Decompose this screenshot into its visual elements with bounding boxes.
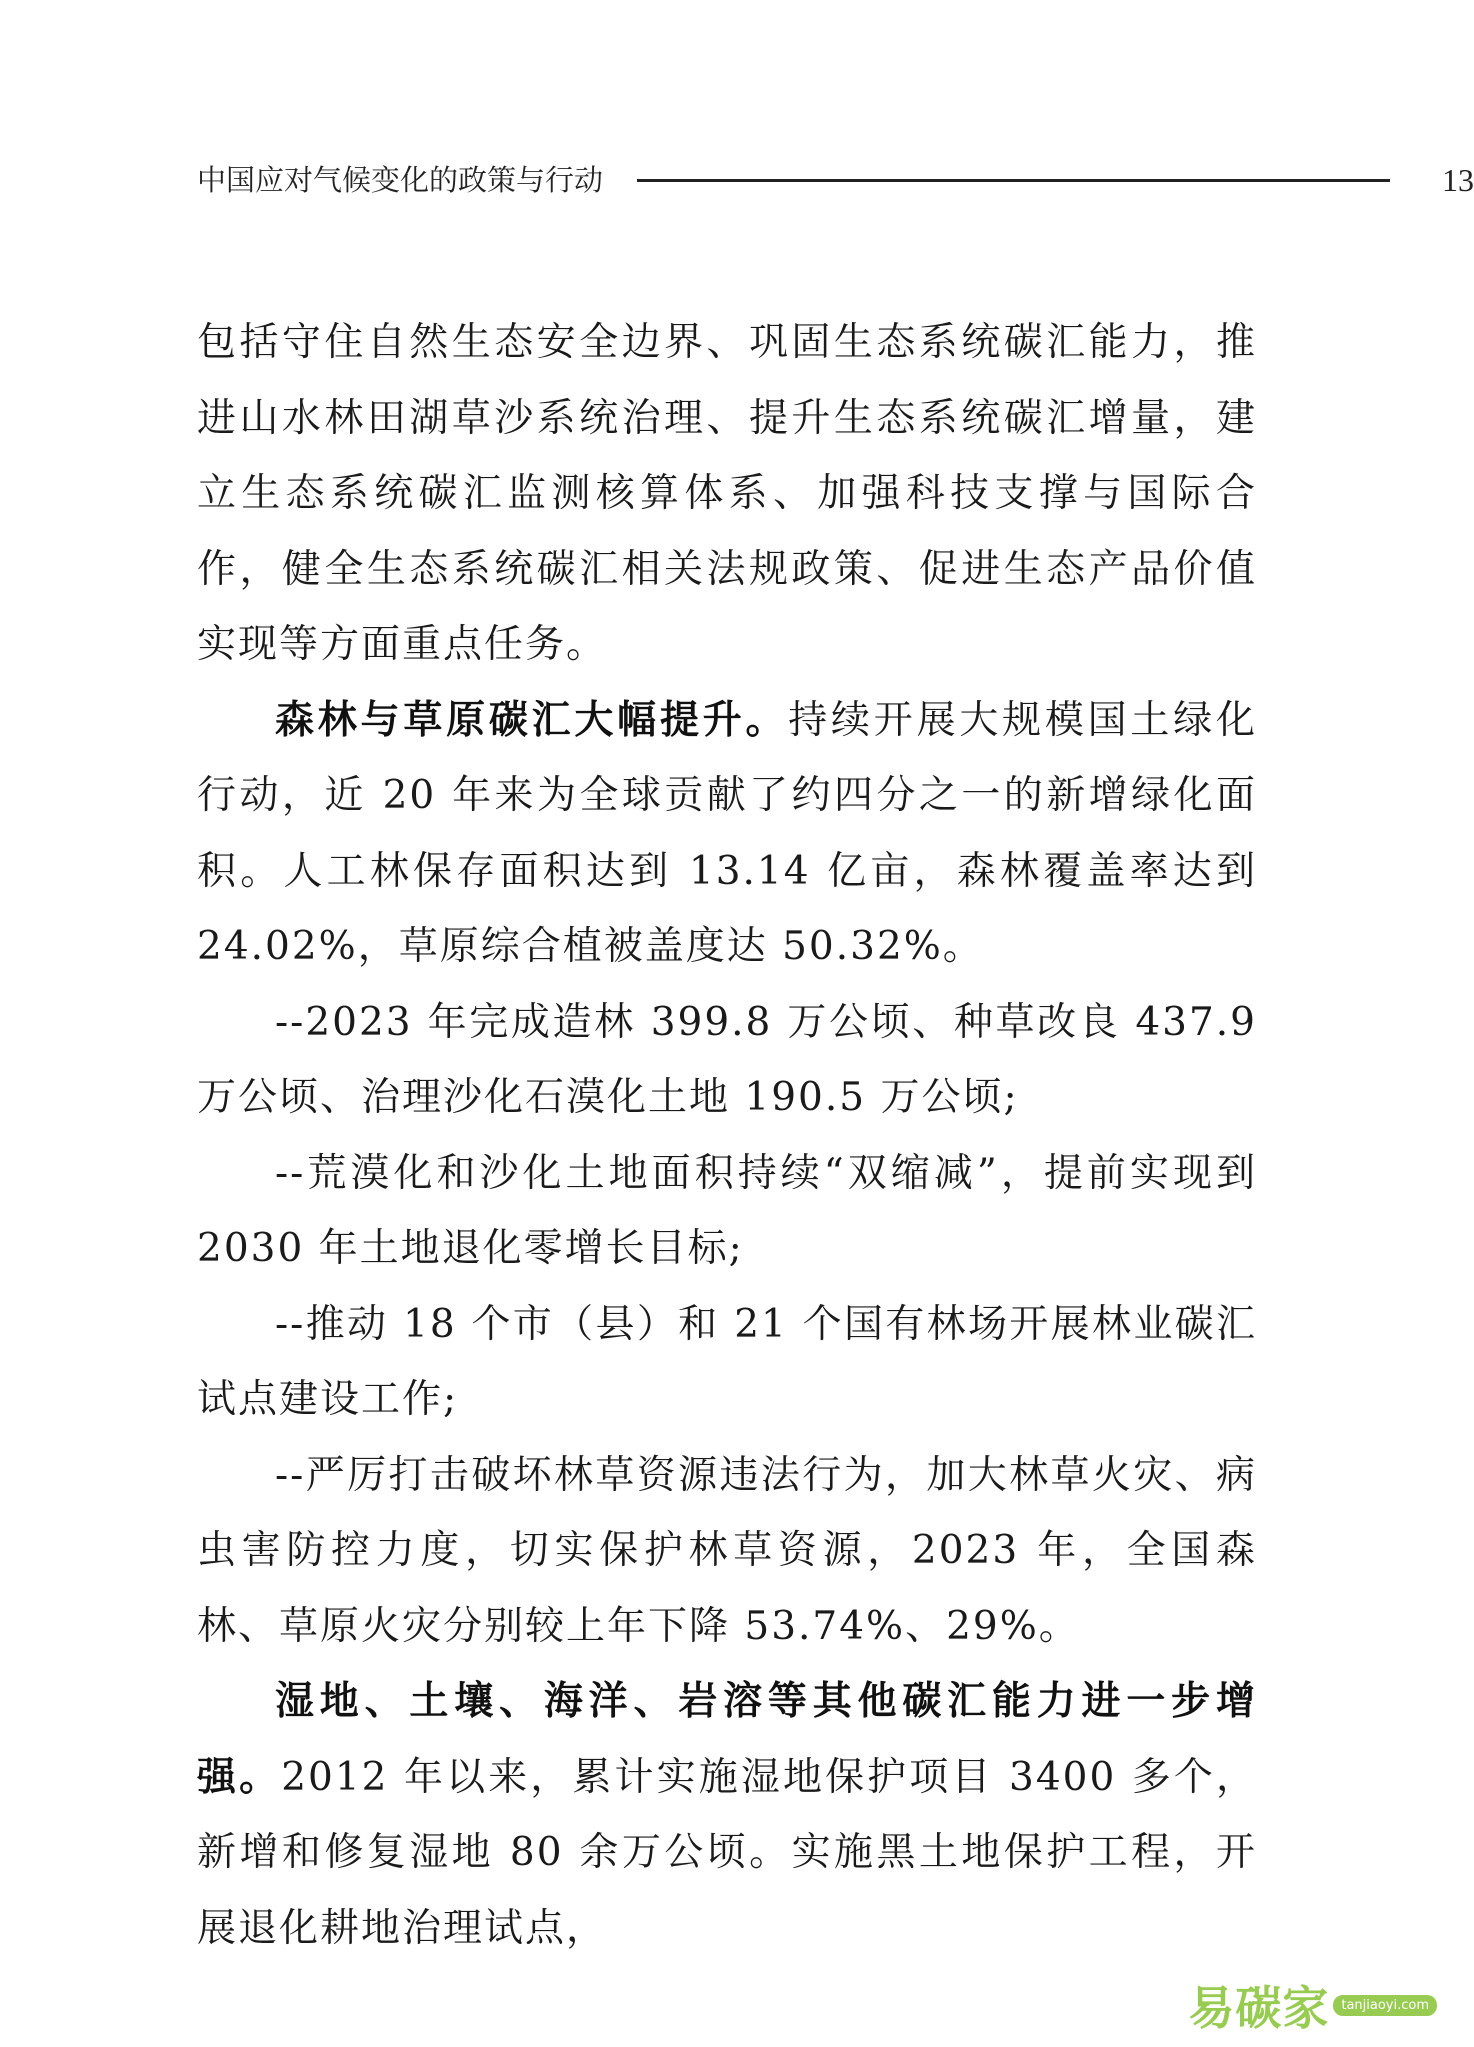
bullet-fire-pest-control	[197, 1438, 1257, 1665]
page-header	[197, 158, 1474, 202]
paragraph-text: --严厉打击破坏林草资源违法行为，加大林草火灾、病虫害防控力度，切实保护林草资源，2023 年，全国森林、草原火灾分别较上年下降 53.74%、29%。	[197, 1452, 1257, 1649]
paragraph-continued	[197, 305, 1257, 683]
bullet-carbon-sink-pilots	[197, 1287, 1257, 1438]
paragraph-text: --2023 年完成造林 399.8 万公顷、种草改良 437.9 万公顷、治理沙化石漠化土地 190.5 万公顷;	[197, 999, 1257, 1120]
running-header-title: 中国应对气候变化的政策与行动	[197, 163, 604, 197]
paragraph-text: 包括守住自然生态安全边界、巩固生态系统碳汇能力，推进山水林田湖草沙系统治理、提升生态系统碳汇增量，建立生态系统碳汇监测核算体系、加强科技支撑与国际合作，健全生态系统碳汇相关法规政策、促进生态产品价值实现等方面重点任务。	[197, 320, 1257, 667]
paragraph-text: --荒漠化和沙化土地面积持续“双缩减”，提前实现到 2030 年土地退化零增长目标;	[197, 1150, 1257, 1271]
paragraph-lead: 湿地、土壤、海洋、岩溶等其他碳汇能力进一步增强。	[197, 1678, 1257, 1800]
bullet-afforestation	[197, 985, 1257, 1136]
paragraph-forest-grassland	[197, 683, 1257, 985]
paragraph-text: 持续开展大规模国土绿化行动，近 20 年来为全球贡献了约四分之一的新增绿化面积。人工林保存面积达到 13.14 亿亩，森林覆盖率达到 24.02%，草原综合植被盖度达 50.32%。	[197, 697, 1257, 969]
page-number: 13	[1442, 162, 1474, 198]
paragraph-text: 2012 年以来，累计实施湿地保护项目 3400 多个，新增和修复湿地 80 余万公顷。实施黑土地保护工程，开展退化耕地治理试点，	[197, 1754, 1257, 1951]
watermark-site: tanjiaoyi.com	[1333, 1995, 1437, 2016]
header-rule	[637, 179, 1390, 182]
bullet-desertification	[197, 1136, 1257, 1287]
watermark	[1188, 1973, 1437, 2037]
paragraph-lead: 森林与草原碳汇大幅提升。	[275, 696, 789, 743]
body-text	[197, 305, 1257, 1966]
paragraph-text: --推动 18 个市（县）和 21 个国有林场开展林业碳汇试点建设工作;	[197, 1301, 1257, 1422]
paragraph-other-carbon-sinks	[197, 1664, 1257, 1966]
watermark-logo: 易碳家	[1188, 1981, 1330, 2035]
